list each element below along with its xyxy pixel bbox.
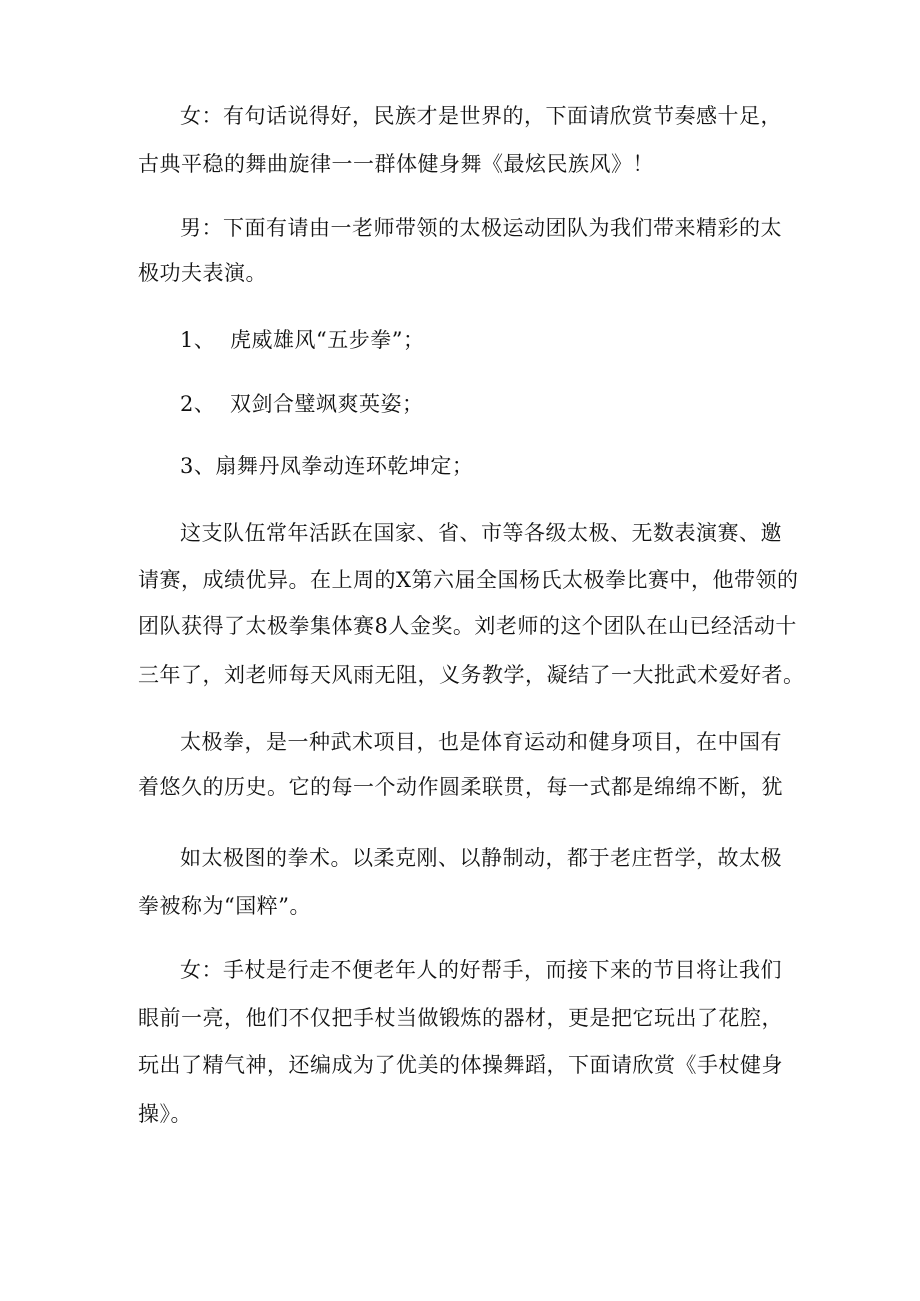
paragraph-5-line-2: 拳被称为“国粹”。 [138, 894, 311, 918]
paragraph-3-line-4: 三年了，刘老师每天风雨无阻，义务教学，凝结了一大批武术爱好者。 [138, 663, 805, 687]
paragraph-6-line-4: 操》。 [138, 1102, 192, 1126]
list-item-2-number: 2、 [180, 392, 216, 416]
list-item-3-text: 3、扇舞丹凤拳动连环乾坤定； [180, 454, 474, 478]
list-item-2 [180, 389, 424, 419]
list-item-2-text: 双剑合璧飒爽英姿； [230, 392, 424, 416]
list-item-1 [180, 325, 424, 355]
paragraph-6-line-2: 眼前一亮，他们不仅把手杖当做锻炼的器材，更是把它玩出了花腔， [138, 1006, 783, 1030]
paragraph-2-line-1: 男：下面有请由一老师带领的太极运动团队为我们带来精彩的太 [180, 216, 782, 240]
list-item-1-number: 1、 [180, 328, 216, 352]
list-item-1-text: 虎威雄风“五步拳”； [230, 328, 425, 352]
paragraph-6-line-1: 女：手杖是行走不便老年人的好帮手，而接下来的节目将让我们 [180, 958, 782, 982]
paragraph-1-line-1: 女：有句话说得好，民族才是世界的，下面请欣赏节奏感十足， [180, 104, 782, 128]
paragraph-1-line-2: 古典平稳的舞曲旋律一一群体健身舞《最炫民族风》！ [138, 152, 654, 176]
paragraph-3-line-1: 这支队伍常年活跃在国家、省、市等各级太极、无数表演赛、邀 [180, 521, 782, 545]
paragraph-2-line-2: 极功夫表演。 [138, 261, 267, 285]
paragraph-3-line-3: 团队获得了太极拳集体赛8人金奖。刘老师的这个团队在山已经活动十 [138, 614, 797, 638]
paragraph-6-line-3: 玩出了精气神，还编成为了优美的体操舞蹈，下面请欣赏《手杖健身 [138, 1053, 783, 1077]
paragraph-4-line-2: 着悠久的历史。它的每一个动作圆柔联贯，每一式都是绵绵不断，犹 [138, 775, 783, 799]
paragraph-3-line-2: 请赛，成绩优异。在上周的X第六届全国杨氏太极拳比赛中，他带领的 [138, 568, 799, 592]
paragraph-5-line-1: 如太极图的拳术。以柔克刚、以静制动，都于老庄哲学，故太极 [180, 846, 782, 870]
paragraph-4-line-1: 太极拳，是一种武术项目，也是体育运动和健身项目，在中国有 [180, 730, 782, 754]
list-item-3 [180, 451, 473, 481]
